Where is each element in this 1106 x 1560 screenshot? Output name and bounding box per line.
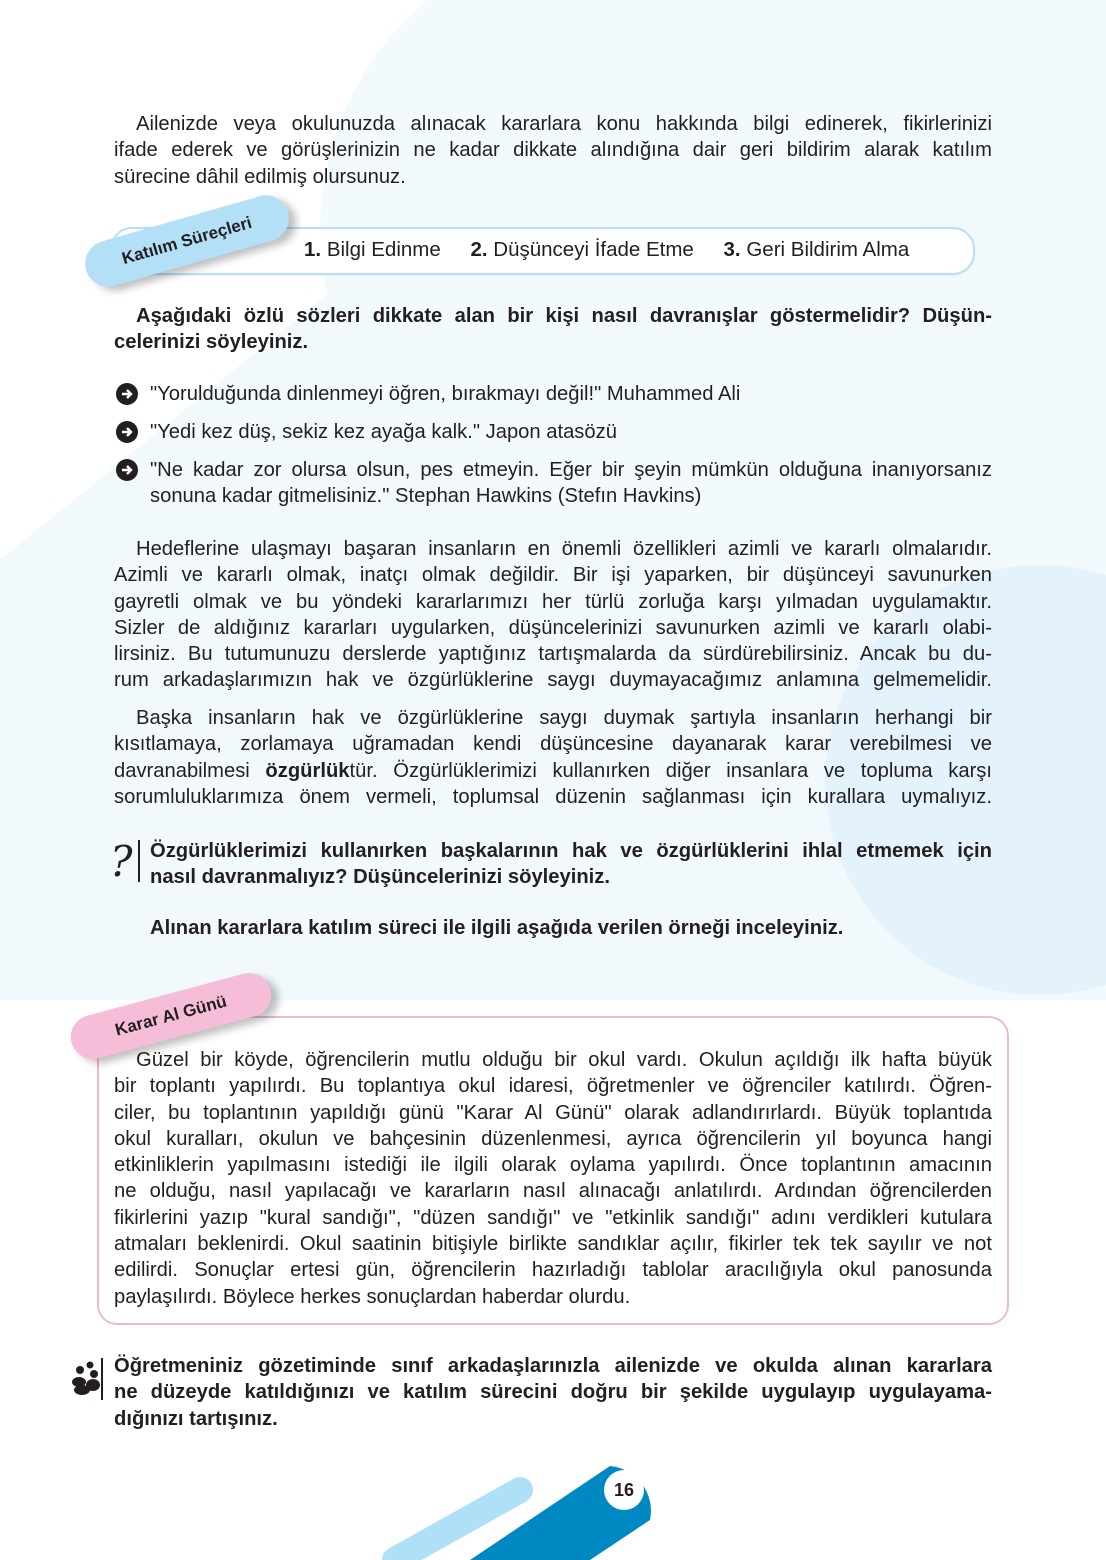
text-line: davranabilmesi özgürlüktür. Özgürlüklerimizi kullanırken diğer insanlara ve topluma karşı xyxy=(114,759,992,782)
text-line: rum arkadaşlarımızın hak ve özgürlüklerine saygı duymayacağımız anlamına gelmemelidir. xyxy=(114,669,992,692)
text-line: Sizler de aldığınız kararları uygularken, düşüncelerinizi savunurken azimli ve kararlı olabi- xyxy=(114,616,992,639)
text-line: "Yedi kez düş, sekiz kez ayağa kalk." Japon atasözü xyxy=(150,421,617,443)
text-line: ne düzeyde katıldığınızı ve katılım sürecini doğru bir şekilde uygulayıp uygulayama- xyxy=(114,1381,992,1404)
text-line: etkinliklerin yapılmasını istediği ile ilgili olarak oylama yapılırdı. Önce toplantının amacının xyxy=(114,1154,992,1177)
process-label: Katılım Süreçleri xyxy=(80,190,295,292)
text-line: atmaları beklenirdi. Okul saatinin bitişiyle birlikte sandıklar açılır, fikirler tek tek sayılır ve not xyxy=(114,1233,992,1256)
arrow-right-icon xyxy=(116,459,138,481)
text-line: kısıtlamaya, zorlamaya uğramadan kendi düşüncesine dayanarak karar verebilmesi ve xyxy=(114,733,992,756)
instruction-text: Alınan kararlara katılım süreci ile ilgili aşağıda verilen örneği inceleyiniz. xyxy=(150,917,844,939)
text-line: lirsiniz. Bu tutumunuzu derslerde yaptığınız tartışmalarda da sürdürebilirsiniz. Ancak bu du- xyxy=(114,643,992,666)
arrow-right-icon xyxy=(116,421,138,443)
process-step: 3. Geri Bildirim Alma xyxy=(723,238,910,261)
group-people-icon xyxy=(70,1360,102,1396)
quote-item xyxy=(150,419,992,445)
paragraph-determination xyxy=(114,536,992,694)
text-line: ifade ederek ve görüşlerinizin ne kadar dikkate alındığına dair geri bildirim alarak katılım xyxy=(114,139,992,162)
text-line: ciler, bu toplantının yapıldığı günü "Karar Al Günü" olarak adlandırırlardı. Büyük toplantıda xyxy=(114,1101,992,1124)
text-line: "Ne kadar zor olursa olsun, pes etmeyin. Eğer bir şeyin mümkün olduğuna inanıyorsanız xyxy=(150,459,992,481)
text-line: sorumluluklarımıza önem vermeli, toplumsal düzenin sağlanması için kurallara uymalıyız. xyxy=(114,785,992,808)
process-step: 1. Bilgi Edinme xyxy=(304,238,441,261)
keyword-freedom: özgürlük xyxy=(265,759,350,782)
text-line: fikirlerini yazıp "kural sandığı", "düzen sandığı" ve "etkinlik sandığı" adını verdikleri kutulara xyxy=(114,1206,992,1229)
text-line: bir toplantı yapılırdı. Bu toplantıya okul idaresi, öğretmenler ve öğrenciler katılırdı. Öğren- xyxy=(114,1075,992,1098)
process-steps xyxy=(304,238,933,262)
arrow-right-icon xyxy=(116,383,138,405)
page-number: 16 xyxy=(604,1470,644,1510)
quote-item xyxy=(150,457,992,510)
text-line: Hedeflerine ulaşmayı başaran insanların en önemli özellikleri azimli ve kararlı olmalarıdır. xyxy=(136,538,992,560)
question-freedom xyxy=(150,838,992,891)
text-line: ne olduğu, nasıl yapılacağı ve kararların nasıl alınacağı anlatılırdı. Ardından öğrencilerden xyxy=(114,1180,992,1203)
story-label: Karar Al Günü xyxy=(66,968,276,1064)
divider xyxy=(101,1358,103,1400)
text-line: Öğretmeniniz gözetiminde sınıf arkadaşlarınızla ailenizde ve okulda alınan kararlara xyxy=(114,1355,992,1377)
activity-text xyxy=(114,1353,992,1432)
text-line: paylaşılırdı. Böylece herkes sonuçlardan haberdar olurdu. xyxy=(114,1285,631,1308)
text-line: celerinizi söyleyiniz. xyxy=(114,331,309,354)
text-line: "Yorulduğunda dinlenmeyi öğren, bırakmayı değil!" Muhammed Ali xyxy=(150,383,741,405)
text-line: sonuna kadar gitmelisiniz." Stephan Hawkins (Stefın Havkins) xyxy=(150,485,702,508)
question-heading xyxy=(114,303,992,356)
text-line: Aşağıdaki özlü sözleri dikkate alan bir kişi nasıl davranışlar göstermelidir? Düşün- xyxy=(136,305,992,327)
text-line: Güzel bir köyde, öğrencilerin mutlu olduğu bir okul vardı. Okulun açıldığı ilk hafta büyük xyxy=(136,1049,992,1071)
quote-item xyxy=(150,381,992,407)
story-text xyxy=(114,1047,992,1310)
text-line: Özgürlüklerimizi kullanırken başkalarının hak ve özgürlüklerini ihlal etmemek için xyxy=(150,840,992,862)
intro-paragraph xyxy=(114,111,992,190)
process-step: 2. Düşünceyi İfade Etme xyxy=(470,238,694,261)
text-line: gayretli olmak ve bu yöndeki kararlarımızı her türlü zorluğa karşı yılmadan uygulamaktır. xyxy=(114,590,992,613)
text-line: nasıl davranmalıyız? Düşüncelerinizi söyleyiniz. xyxy=(150,866,610,889)
text-line: Başka insanların hak ve özgürlüklerine saygı duymak şartıyla insanların herhangi bir xyxy=(136,707,992,729)
text-line: Azimli ve kararlı olmak, inatçı olmak değildir. Bir işi yaparken, bir düşünceyi savunurken xyxy=(114,564,992,587)
paragraph-freedom xyxy=(114,705,992,810)
text-line: edilirdi. Sonuçlar ertesi gün, öğrencilerin hazırladığı tablolar aracılığıyla okul panosunda xyxy=(114,1259,992,1282)
divider xyxy=(138,840,140,882)
text-line: Ailenizde veya okulunuzda alınacak kararlara konu hakkında bilgi edinerek, fikirlerinizi xyxy=(136,113,992,135)
text-line: dığınızı tartışınız. xyxy=(114,1407,278,1430)
question-icon: ? xyxy=(110,837,133,886)
text-line: sürecine dâhil edilmiş olursunuz. xyxy=(114,165,406,188)
text-line: okul kuralları, okulun ve bahçesinin düzenlenmesi, ayrıca öğrencilerin yıl boyunca hangi xyxy=(114,1127,992,1150)
